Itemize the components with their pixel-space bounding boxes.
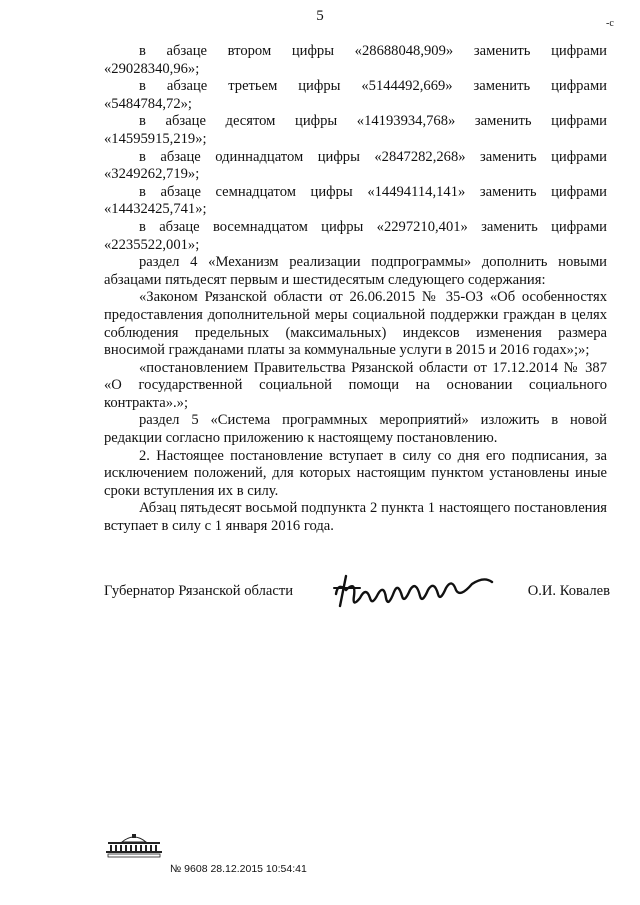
paragraph: в абзаце восемнадцатом цифры «2297210,401» заменить цифрами «2235522,001»; — [104, 218, 607, 253]
paragraph: 2. Настоящее постановление вступает в силу со дня его подписания, за исключением положений, для которых настоящим пунктом установлены иные сроки вступления их в силу. — [104, 447, 607, 499]
paragraph: «Законом Рязанской области от 26.06.2015 № 35-ОЗ «Об особенностях предоставления дополнительной меры социальной поддержки граждан в целях соблюдения предельных (максимальных) индексов изменения размера вносимой гражданами платы за коммунальные услуги в 2015 и 2016 годах»;»; — [104, 289, 607, 359]
paragraph: в абзаце третьем цифры «5144492,669» заменить цифрами «5484784,72»; — [104, 78, 607, 112]
document-body — [104, 43, 607, 536]
paragraph: в абзаце втором цифры «28688048,909» заменить цифрами «29028340,96»; — [104, 43, 607, 77]
paragraph: в абзаце десятом цифры «14193934,768» заменить цифрами «14595915,219»; — [104, 113, 607, 147]
paragraph: «постановлением Правительства Рязанской области от 17.12.2014 № 387 «О государственной социальной помощи на основании социального контракта».»; — [104, 359, 607, 411]
government-building-logo — [104, 832, 164, 858]
signatory-name: О.И. Ковалев — [527, 583, 610, 599]
paragraph: раздел 5 «Система программных мероприятий» изложить в новой редакции согласно приложению к настоящему постановлению. — [104, 412, 607, 447]
paragraph: в абзаце одиннадцатом цифры «2847282,268» заменить цифрами «3249262,719»; — [104, 148, 607, 183]
signature-block — [104, 578, 610, 614]
registration-number: № 9608 28.12.2015 10:54:41 — [170, 863, 307, 875]
signatory-title: Губернатор Рязанской области — [104, 583, 294, 599]
page-number: 5 — [316, 8, 324, 24]
paragraph: раздел 4 «Механизм реализации подпрограммы» дополнить новыми абзацами пятьдесят первым и шестидесятым следующего содержания: — [104, 254, 607, 288]
corner-mark: -c — [606, 18, 614, 29]
paragraph: в абзаце семнадцатом цифры «14494114,141» заменить цифрами «14432425,741»; — [104, 183, 607, 218]
handwritten-signature — [332, 568, 502, 616]
paragraph: Абзац пятьдесят восьмой подпункта 2 пункта 1 настоящего постановления вступает в силу с 1 января 2016 года. — [104, 500, 607, 535]
